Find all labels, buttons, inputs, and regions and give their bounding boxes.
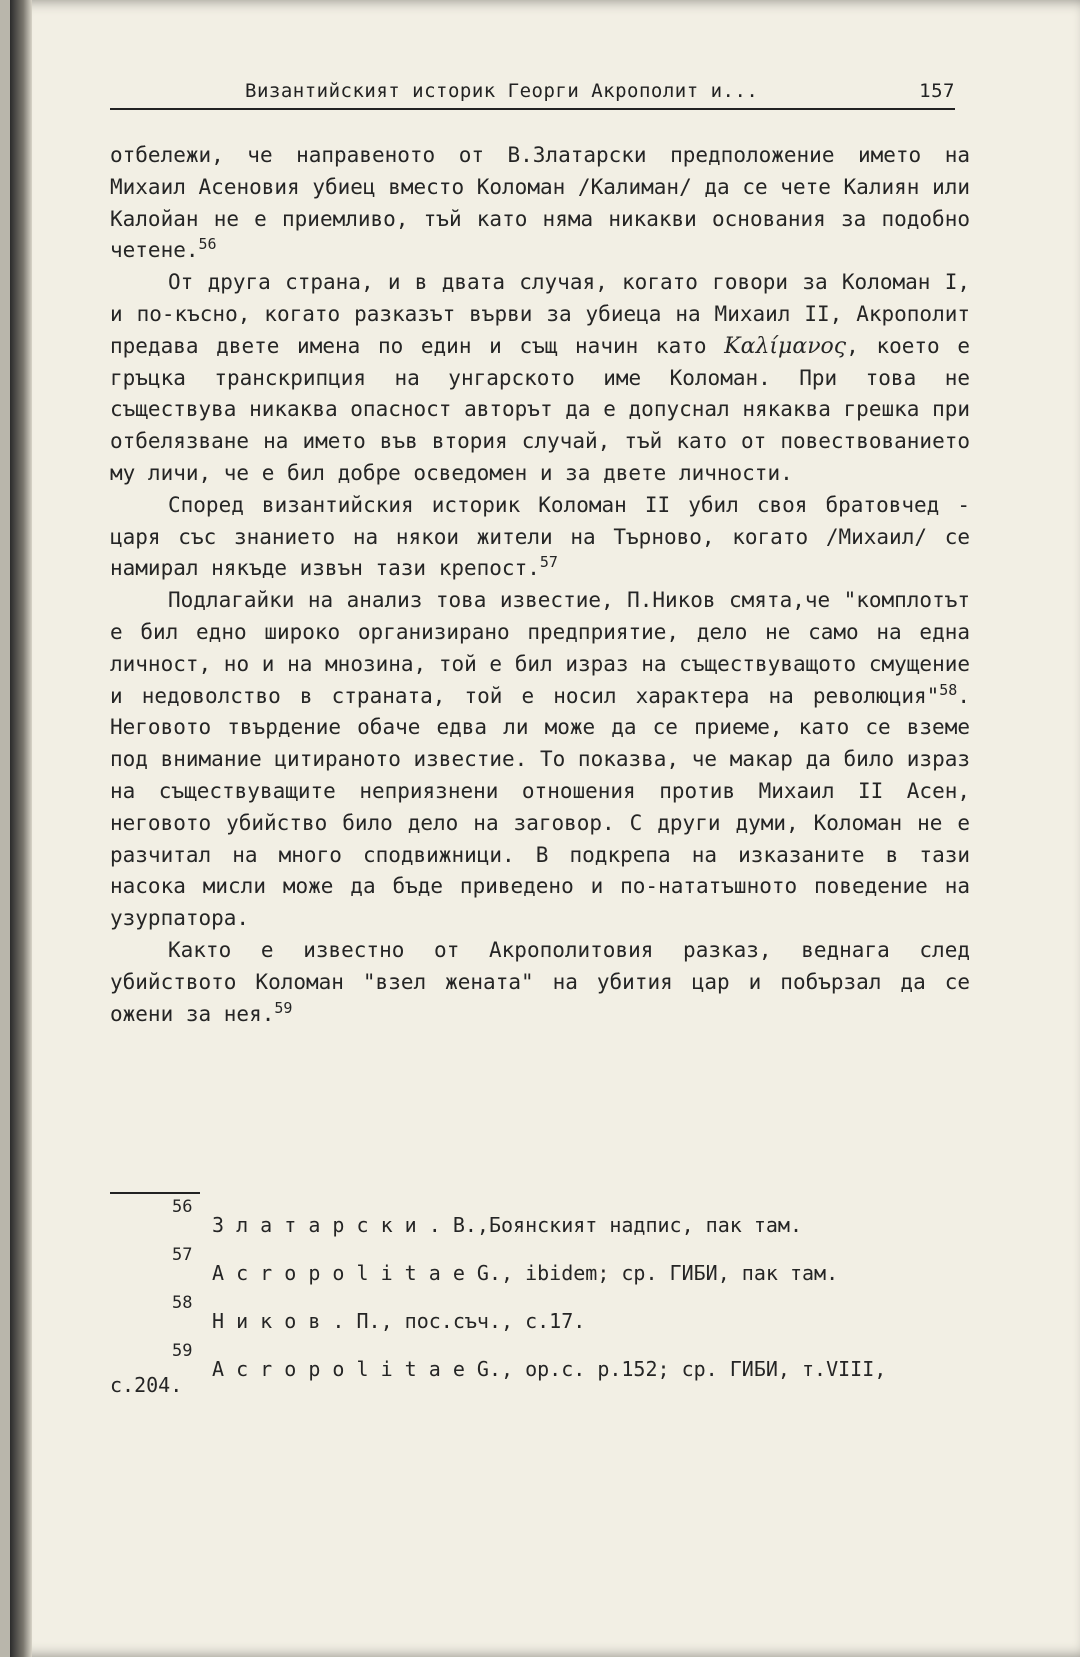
footnote-number: 58 xyxy=(172,1293,193,1313)
running-header xyxy=(110,78,955,110)
footnote-59 xyxy=(110,1339,970,1387)
footnote-text: Н и к о в . П., пос.съч., с.17. xyxy=(212,1309,586,1333)
greek-name: Καλίμανος xyxy=(724,333,847,359)
footnote-ref-56: 56 xyxy=(198,235,217,254)
footnote-ref-58: 58 xyxy=(939,680,958,699)
header-title: Византийският историк Георги Акрополит и... xyxy=(245,80,759,102)
footnote-text: З л а т а р с к и . В.,Боянският надпис, пак там. xyxy=(212,1213,803,1237)
footnote-text: A c r o p o l i t a e G., op.c. p.152; ср. ГИБИ, т.VIII, xyxy=(212,1357,887,1381)
footnote-number: 59 xyxy=(172,1341,193,1361)
footnote-divider xyxy=(110,1192,200,1194)
paragraph-4: Подлагайки на анализ това известие, П.Ников смята,че "комплотът е бил едно широко организирано предприятие, дело не само на една личност, но и на мнозина, той е бил израз на съществуващото смущение и недоволство в страната, той е носил характера на революция"$^{58}$. Неговото твърдение обаче едва ли може да се приеме, като се вземе под внимание цитираното известие. То показва, че макар да било израз на съществуващите неприязнени отношения против Михаил II Асен, неговото убийство било дело на заговор. С други думи, Коломан не е разчитал на много сподвижници. В подкрепа на изказаните в тази насока мисли може да бъде приведено и по-нататъшното поведение на узурпатора. xyxy=(110,588,970,931)
main-text xyxy=(110,140,970,1030)
paragraph-1: отбележи, че направеното от В.Златарски предположение името на Михаил Асеновия убиец вместо Коломан /Калиман/ да се чете Калиян или Калойан не е приемливо, тъй като няма никакви основания за подобно четене.$^{56}$ xyxy=(110,143,970,263)
footnote-number: 57 xyxy=(172,1245,193,1265)
book-page xyxy=(10,0,1080,1657)
footnote-ref-57: 57 xyxy=(539,553,558,572)
footnotes xyxy=(110,1195,970,1387)
book-binding-shadow xyxy=(10,0,32,1657)
paragraph-5: Както е известно от Акрополитовия разказ, веднага след убийството Коломан "взел жената" на убития цар и побързал да се ожени за нея.$^{59}$ xyxy=(110,937,970,1026)
footnote-continuation: с.204. xyxy=(110,1373,183,1397)
footnote-text: A c r o p o l i t a e G., ibidem; ср. ГИБИ, пак там. xyxy=(212,1261,839,1285)
paragraph-3: Според византийския историк Коломан II убил своя братовчед - царя със знанието на някои жители на Търново, когато /Михаил/ се намирал някъде извън тази крепост.$^{57}$ xyxy=(110,492,970,581)
footnote-56 xyxy=(110,1195,970,1243)
footnote-ref-59: 59 xyxy=(274,998,293,1017)
footnote-57 xyxy=(110,1243,970,1291)
footnote-number: 56 xyxy=(172,1197,193,1217)
paragraph-2: От друга страна, и в двата случая, когато говори за Коломан I, и по-късно, когато разказът върви за убиеца на Михаил II, Акрополит предава двете имена по един и същ начин като Καλίμανος, което е гръцка транскрипция на унгарското име Коломан. При това не съществува никаква опасност авторът да е допуснал някаква грешка при отбелязване на името във втория случай, тъй като от повествованието му личи, че е бил добре осведомен и за двете личности. xyxy=(110,270,970,485)
page-number: 157 xyxy=(919,80,955,102)
footnote-58 xyxy=(110,1291,970,1339)
